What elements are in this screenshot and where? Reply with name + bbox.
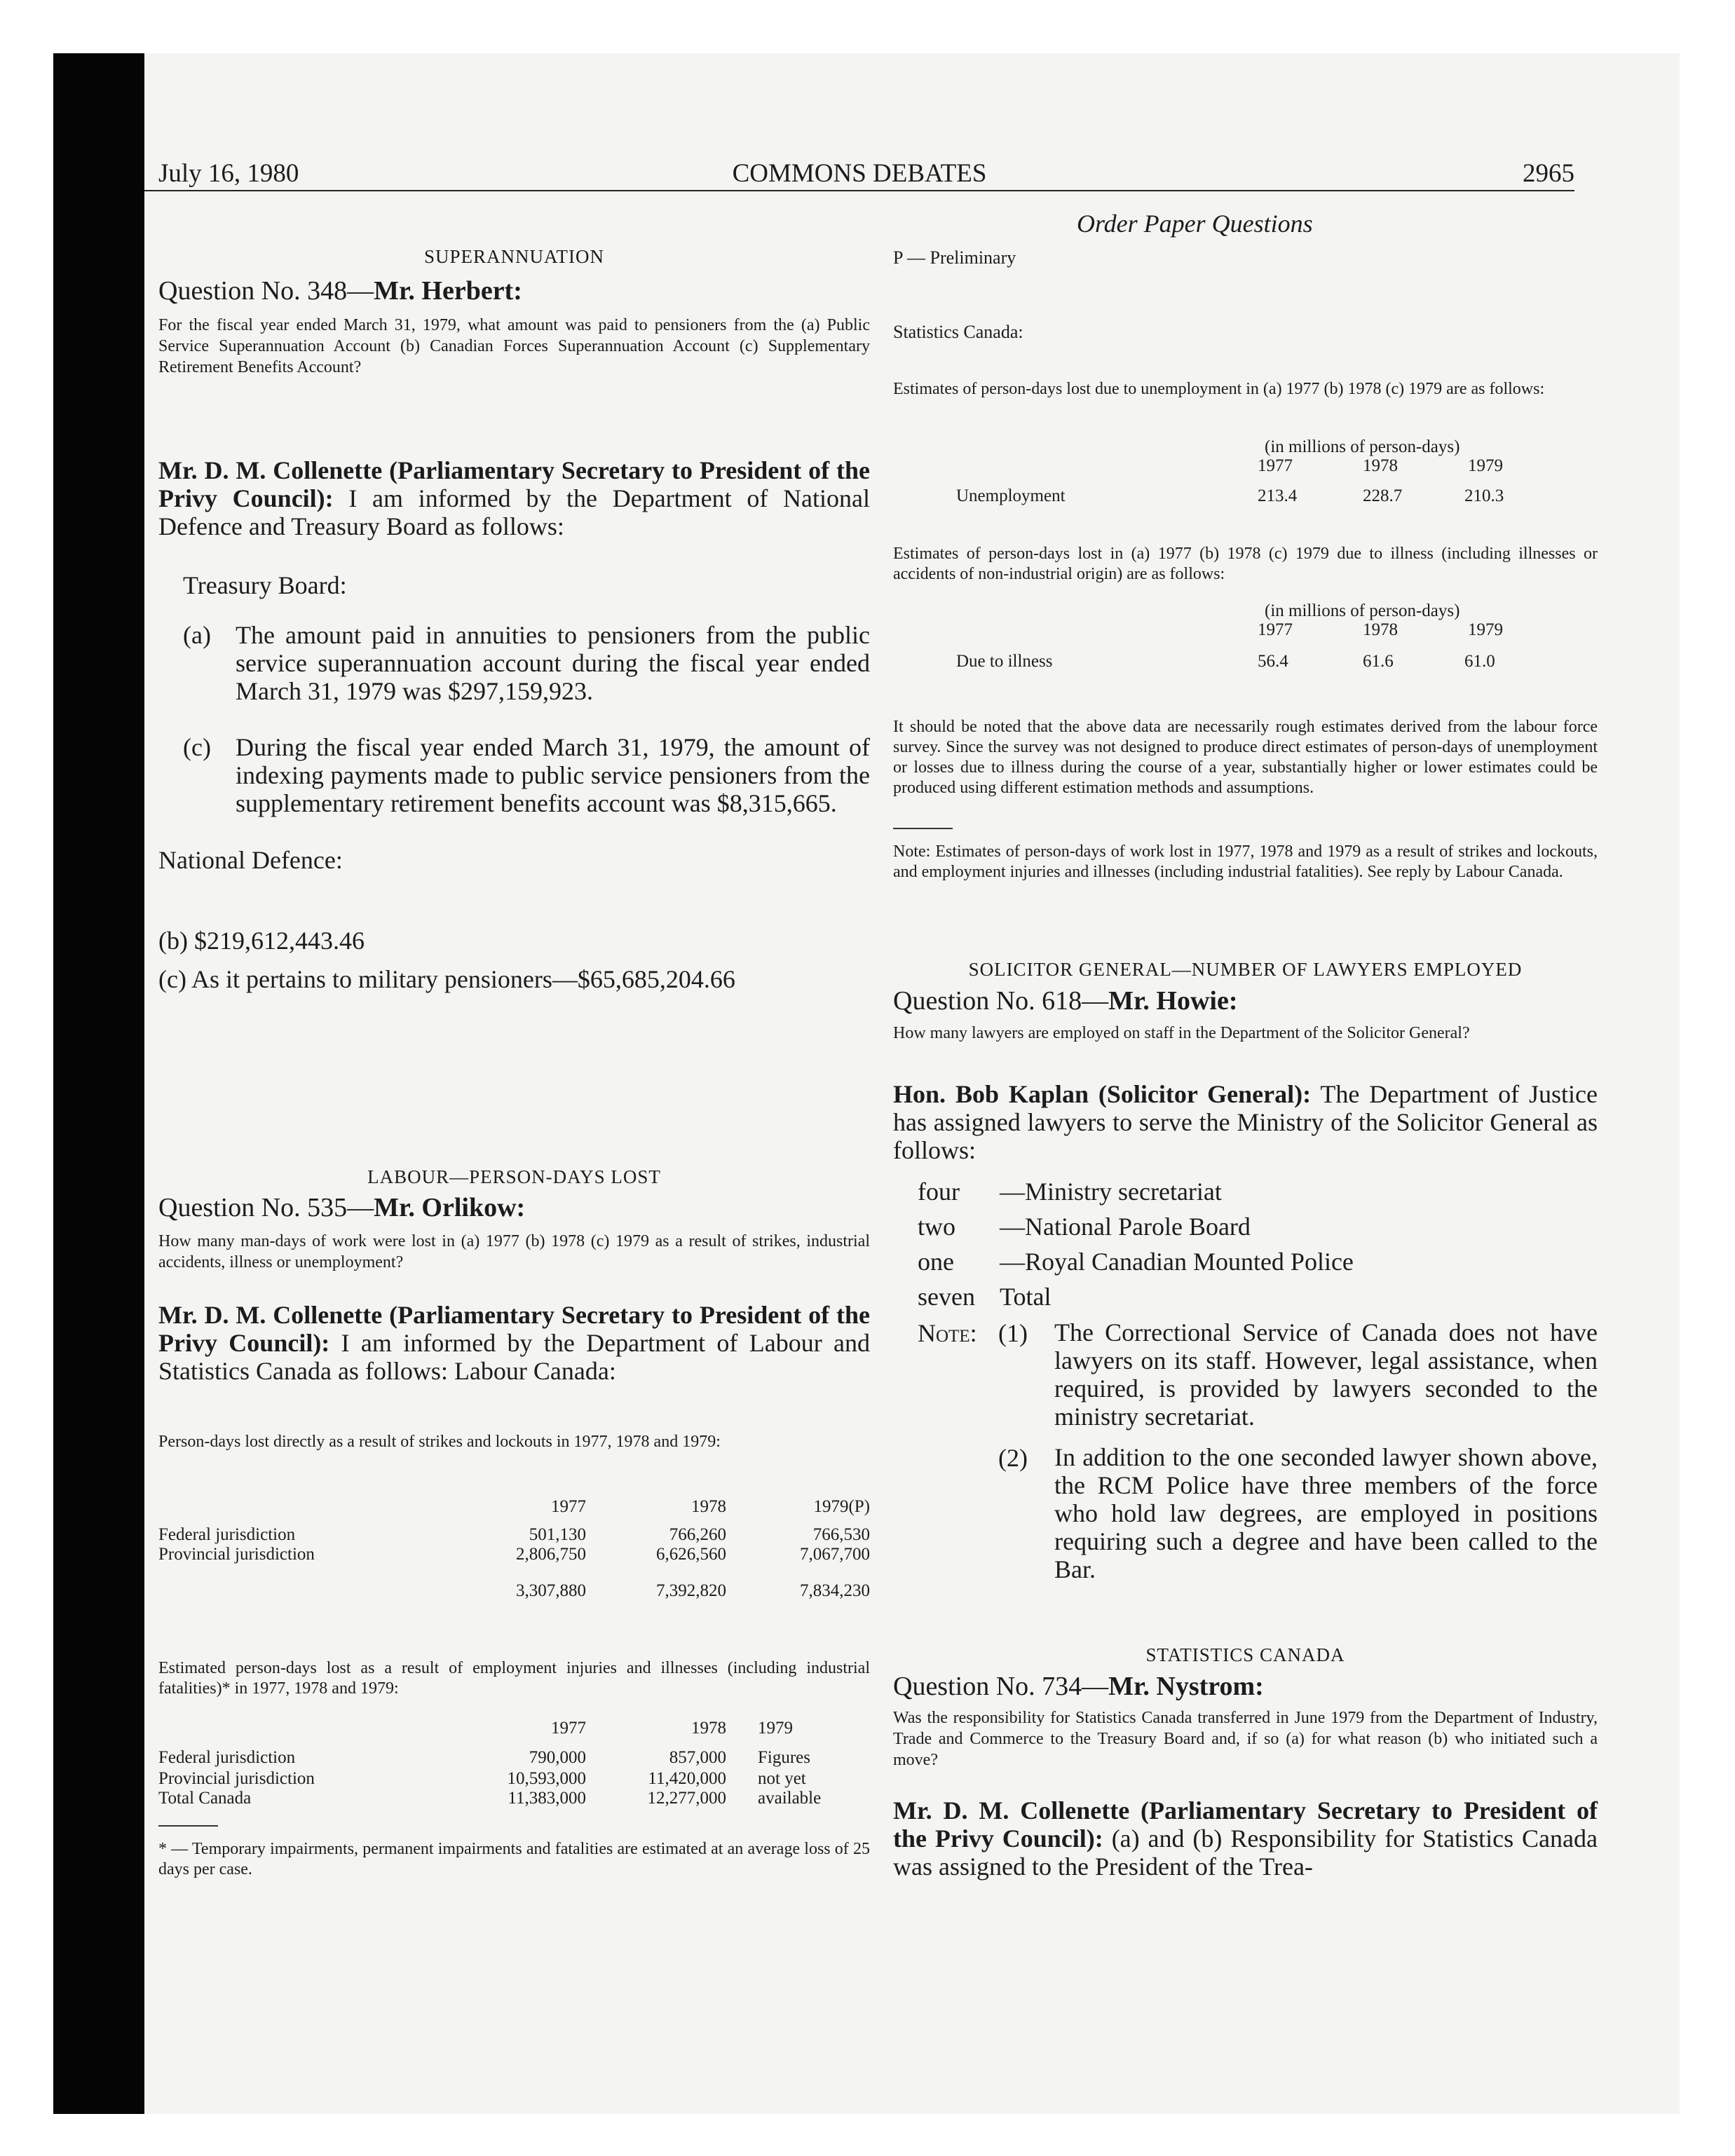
table2-cell: 11,383,000	[508, 1789, 586, 1808]
table1-cell: 6,626,560	[656, 1545, 726, 1564]
answer-734: Mr. D. M. Collenette (Parliamentary Secretary to President of the Privy Council): (a) and (b) Responsibility for Statistics Canada was assigned to the President of the Trea-	[893, 1796, 1598, 1881]
item-c-label: (c)	[183, 733, 211, 761]
treasury-board-label: Treasury Board:	[183, 571, 347, 599]
table1-col-1977: 1977	[551, 1497, 586, 1516]
estimates1-col: 1977	[1258, 456, 1293, 475]
table2-col-1979: 1979	[758, 1719, 793, 1738]
lawyer-count: four	[918, 1178, 960, 1206]
estimates1-unit: (in millions of person-days)	[1265, 437, 1460, 456]
question-text-535: How many man-days of work were lost in (a) 1977 (b) 1978 (c) 1979 as a result of strikes, industrial accidents, illness or unemployment?	[158, 1232, 870, 1271]
table2-cell: 11,420,000	[648, 1769, 726, 1788]
table2-cell: not yet	[758, 1769, 806, 1788]
preliminary-note: P — Preliminary	[893, 247, 1016, 268]
note1-number: (1)	[998, 1319, 1028, 1347]
item-a-text: The amount paid in annuities to pensioners from the public service superannuation account during the fiscal year ended March 31, 1979 was $297,159,923.	[236, 621, 870, 705]
estimates2-cell: 56.4	[1258, 652, 1288, 671]
estimates1-col: 1978	[1363, 456, 1398, 475]
table-illness	[893, 601, 1598, 678]
estimates1-intro: Estimates of person-days lost due to unemployment in (a) 1977 (b) 1978 (c) 1979 are as follows:	[893, 380, 1545, 398]
lawyer-count: two	[918, 1213, 955, 1241]
estimates1-cell: 228.7	[1363, 486, 1403, 505]
table2-row-label: Total Canada	[158, 1789, 252, 1808]
table-unemployment	[893, 437, 1598, 514]
estimates1-cell: 210.3	[1464, 486, 1504, 505]
table1-cell: 766,260	[669, 1525, 726, 1544]
lawyer-assignment: —Ministry secretariat	[1000, 1178, 1222, 1206]
estimates2-col: 1978	[1363, 620, 1398, 639]
table1-cell: 501,130	[529, 1525, 586, 1544]
section-heading-solicitor-general: SOLICITOR GENERAL—NUMBER OF LAWYERS EMPLOYED	[968, 959, 1523, 980]
table-strikes-lockouts	[158, 1497, 870, 1602]
note2-number: (2)	[998, 1444, 1028, 1472]
speaker-name: Mr. D. M. Collenette (Parliamentary Secretary to President of the Privy Council):	[158, 1301, 870, 1357]
table1-row-label: Provincial jurisdiction	[158, 1545, 315, 1564]
estimates1-col: 1979	[1468, 456, 1503, 475]
estimates2-col: 1979	[1468, 620, 1503, 639]
table1-cell: 7,067,700	[800, 1545, 870, 1564]
header-page-number: 2965	[1523, 159, 1574, 188]
speaker-name: Mr. D. M. Collenette (Parliamentary Secretary to President of the Privy Council):	[893, 1796, 1598, 1853]
answer-535: Mr. D. M. Collenette (Parliamentary Secretary to President of the Privy Council): I am informed by the Department of Labour and Statistics Canada as follows: Labour Canada:	[158, 1301, 870, 1385]
lawyer-assignment: —National Parole Board	[1000, 1213, 1251, 1241]
document-page	[144, 53, 1680, 2114]
estimates2-intro: Estimates of person-days lost in (a) 1977 (b) 1978 (c) 1979 due to illness (including illnesses or accidents of non-industrial origin) are as follows:	[893, 545, 1598, 583]
table2-cell: 790,000	[529, 1748, 586, 1767]
table1-total: 3,307,880	[516, 1581, 586, 1600]
data-caveat: It should be noted that the above data are necessarily rough estimates derived from the labour force survey. Since the survey was not designed to produce direct estimates of person-days of unemployment or losses due to illness during the course of a year, substantially higher or lower estimates could be produced using different estimation methods and assumptions.	[893, 718, 1598, 797]
question-title-618: Question No. 618—Mr. Howie:	[893, 986, 1238, 1016]
question-text-734: Was the responsibility for Statistics Canada transferred in June 1979 from the Department of Industry, Trade and Commerce to the Treasury Board and, if so (a) for what reason (b) who initiated such a move?	[893, 1709, 1598, 1769]
question-title-535: Question No. 535—Mr. Orlikow:	[158, 1193, 526, 1222]
table2-intro: Estimated person-days lost as a result of employment injuries and illnesses (including industrial fatalities)* in 1977, 1978 and 1979:	[158, 1659, 870, 1698]
lawyer-assignment: —Royal Canadian Mounted Police	[1000, 1248, 1354, 1276]
estimates2-cell: 61.0	[1464, 652, 1495, 671]
lawyer-count: seven	[918, 1283, 975, 1311]
estimates2-col: 1977	[1258, 620, 1293, 639]
section-heading-statistics-canada: STATISTICS CANADA	[1145, 1644, 1345, 1665]
estimates2-row-label: Due to illness	[956, 652, 1053, 671]
table1-total: 7,392,820	[656, 1581, 726, 1600]
estimates2-cell: 61.6	[1363, 652, 1394, 671]
note-text: Note: Estimates of person-days of work lost in 1977, 1978 and 1979 as a result of strikes and lockouts, and employment injuries and illnesses (including industrial fatalities). See reply by Labour Canada.	[893, 842, 1598, 881]
header-date: July 16, 1980	[158, 159, 299, 188]
lawyer-assignment: Total	[1000, 1283, 1052, 1311]
table2-cell: 10,593,000	[507, 1769, 586, 1788]
answer-618: Hon. Bob Kaplan (Solicitor General): The Department of Justice has assigned lawyers to serve the Ministry of the Solicitor General as follows:	[893, 1080, 1598, 1164]
table2-cell: 857,000	[669, 1748, 726, 1767]
speaker-name: Mr. D. M. Collenette (Parliamentary Secretary to President of the Privy Council):	[158, 456, 870, 512]
table-injuries-illnesses	[158, 1719, 870, 1808]
footnote-rule	[158, 1825, 218, 1827]
item-a-label: (a)	[183, 621, 211, 649]
national-defence-b: (b) $219,612,443.46	[158, 927, 365, 955]
question-text-348: For the fiscal year ended March 31, 1979, what amount was paid to pensioners from the (a) Public Service Superannuation Account (b) Canadian Forces Superannuation Account (c) Supplementary Retirement Benefits Account?	[158, 316, 870, 376]
table2-cell: 12,277,000	[647, 1789, 726, 1808]
table1-intro: Person-days lost directly as a result of strikes and lockouts in 1977, 1978 and 1979:	[158, 1433, 721, 1451]
table2-row-label: Provincial jurisdiction	[158, 1769, 315, 1788]
estimates1-cell: 213.4	[1258, 486, 1298, 505]
table1-col-1978: 1978	[691, 1497, 726, 1516]
lawyer-count: one	[918, 1248, 954, 1276]
item-c-text: During the fiscal year ended March 31, 1979, the amount of indexing payments made to public service pensioners from the supplementary retirement benefits account was $8,315,665.	[236, 733, 870, 817]
table1-col-1979: 1979(P)	[813, 1497, 870, 1516]
header-subtitle: Order Paper Questions	[1077, 210, 1313, 238]
national-defence-label: National Defence:	[158, 846, 343, 874]
table2-col-1977: 1977	[551, 1719, 586, 1738]
table2-cell: available	[758, 1789, 822, 1808]
answer-348: Mr. D. M. Collenette (Parliamentary Secretary to President of the Privy Council): I am informed by the Department of National Defence and Treasury Board as follows:	[158, 456, 870, 540]
statistics-canada-label: Statistics Canada:	[893, 322, 1023, 342]
header-rule	[144, 190, 1574, 191]
question-title-734: Question No. 734—Mr. Nystrom:	[893, 1672, 1264, 1701]
note-label: Note:	[918, 1319, 977, 1347]
question-title-348: Question No. 348—Mr. Herbert:	[158, 276, 522, 306]
note-rule	[893, 828, 953, 829]
estimates2-unit: (in millions of person-days)	[1265, 601, 1460, 620]
table1-cell: 766,530	[812, 1525, 870, 1544]
table2-col-1978: 1978	[691, 1719, 726, 1738]
table2-cell: Figures	[758, 1748, 810, 1767]
table1-total: 7,834,230	[800, 1581, 870, 1600]
national-defence-c: (c) As it pertains to military pensioners—$65,685,204.66	[158, 965, 735, 993]
section-heading-labour: LABOUR—PERSON-DAYS LOST	[367, 1166, 661, 1187]
table1-row-label: Federal jurisdiction	[158, 1525, 296, 1544]
question-text-618: How many lawyers are employed on staff in the Department of the Solicitor General?	[893, 1024, 1470, 1042]
estimates1-row-label: Unemployment	[956, 486, 1066, 505]
table1-cell: 2,806,750	[516, 1545, 586, 1564]
section-heading-superannuation: SUPERANNUATION	[423, 246, 604, 267]
speaker-name: Hon. Bob Kaplan (Solicitor General):	[893, 1080, 1312, 1108]
table2-row-label: Federal jurisdiction	[158, 1748, 296, 1767]
note1-text: The Correctional Service of Canada does not have lawyers on its staff. However, legal assistance, when required, is provided by lawyers seconded to the ministry secretariat.	[1054, 1318, 1598, 1431]
header-title: COMMONS DEBATES	[732, 159, 987, 188]
footnote: * — Temporary impairments, permanent impairments and fatalities are estimated at an average loss of 25 days per case.	[158, 1840, 870, 1878]
scan-border	[53, 53, 144, 2114]
note2-text: In addition to the one seconded lawyer shown above, the RCM Police have three members of the force who hold law degrees, are employed in positions requiring such a degree and have been called to the Bar.	[1054, 1443, 1598, 1583]
